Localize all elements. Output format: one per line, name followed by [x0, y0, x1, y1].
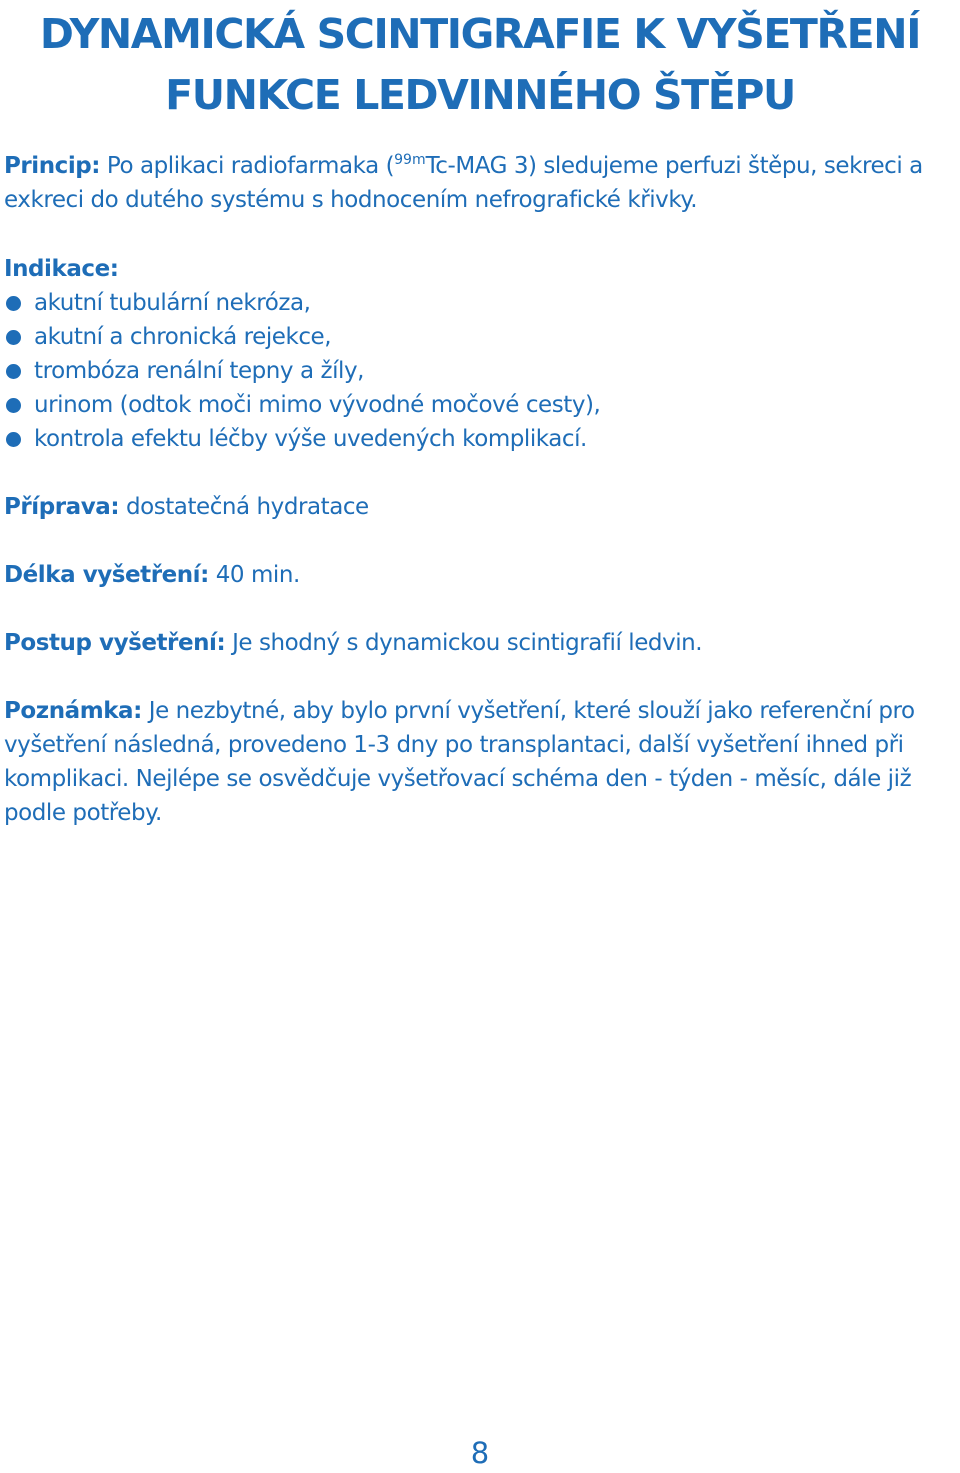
indikace-label: Indikace: [4, 256, 119, 282]
bullet-icon [6, 296, 21, 311]
delka-label: Délka vyšetření: [4, 562, 209, 588]
list-item [4, 354, 956, 388]
section-priprava [4, 490, 956, 524]
list-item [4, 286, 956, 320]
princip-text-after: Tc-MAG 3) sledujeme perfuzi štěpu, sekreci a exkreci do dutého systému s hodnocením nefrografické křivky. [4, 153, 923, 213]
section-princip [4, 149, 956, 217]
princip-text-before: Po aplikaci radiofarmaka ( [100, 153, 395, 179]
postup-text: Je shodný s dynamickou scintigrafií ledvin. [225, 630, 703, 656]
poznamka-label: Poznámka: [4, 698, 142, 724]
list-item-text: akutní a chronická rejekce, [34, 324, 332, 350]
page-title [0, 4, 960, 126]
list-item [4, 388, 956, 422]
page-number: 8 [470, 1436, 490, 1470]
section-postup [4, 626, 956, 660]
princip-label: Princip: [4, 153, 101, 179]
list-item-text: trombóza renální tepny a žíly, [34, 358, 364, 384]
title-line-1: DYNAMICKÁ SCINTIGRAFIE K VYŠETŘENÍ [39, 10, 921, 58]
list-item-text: urinom (odtok moči mimo vývodné močové cesty), [34, 392, 601, 418]
isotope-superscript: 99m [394, 152, 426, 168]
bullet-icon [6, 364, 21, 379]
poznamka-text: Je nezbytné, aby bylo první vyšetření, které slouží jako referenční pro vyšetření následná, provedeno 1-3 dny po transplantaci, další vyšetření ihned při komplikaci. Nejlépe se osvědčuje vyšetřovací schéma den - týden - měsíc, dále již podle potřeby. [4, 698, 915, 826]
delka-text: 40 min. [208, 562, 300, 588]
section-delka [4, 558, 956, 592]
list-item-text: akutní tubulární nekróza, [34, 290, 311, 316]
list-item-text: kontrola efektu léčby výše uvedených komplikací. [34, 426, 587, 452]
title-line-2: FUNKCE LEDVINNÉHO ŠTĚPU [165, 71, 795, 119]
section-poznamka [4, 694, 956, 830]
list-item [4, 320, 956, 354]
bullet-icon [6, 432, 21, 447]
indikace-list [4, 286, 956, 456]
postup-label: Postup vyšetření: [4, 630, 226, 656]
bullet-icon [6, 398, 21, 413]
list-item [4, 422, 956, 456]
priprava-label: Příprava: [4, 494, 120, 520]
priprava-text: dostatečná hydratace [119, 494, 369, 520]
bullet-icon [6, 330, 21, 345]
section-indikace [4, 252, 956, 456]
